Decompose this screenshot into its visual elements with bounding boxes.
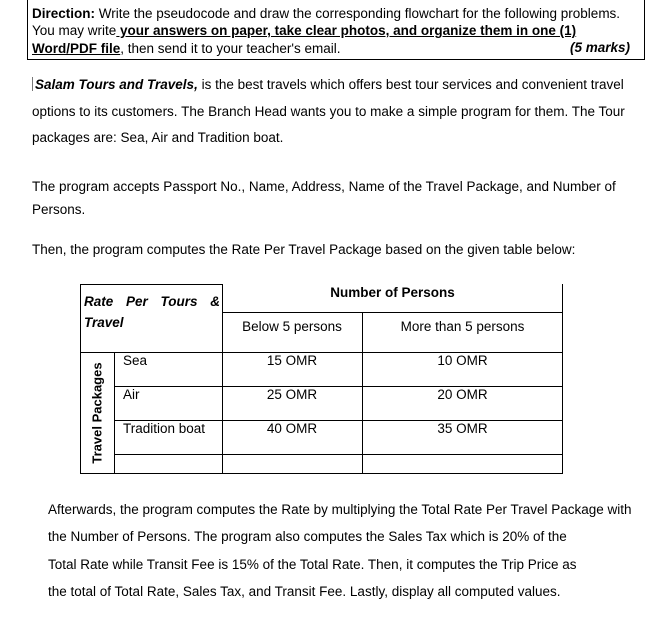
paragraph-2-line-2: Persons. (32, 202, 86, 217)
paragraph-4-line-1: Afterwards, the program computes the Rate by multiplying the Total Rate Per Travel Package with (48, 502, 632, 517)
paragraph-4-line-4: the total of Total Rate, Sales Tax, and Transit Fee. Lastly, display all computed values. (48, 584, 561, 599)
direction-text-2: You may write (32, 23, 117, 38)
word-pdf-file-text: Word/PDF file (32, 41, 121, 56)
corner-word-travel: Travel (84, 315, 124, 330)
col-header-below-5: Below 5 persons (242, 319, 342, 334)
rate-per-tours-travel-label (84, 291, 220, 333)
row-air-more: 20 OMR (437, 387, 488, 402)
direction-text-3: , then send it to your teacher's email. (120, 41, 341, 56)
travel-packages-cell (80, 352, 114, 474)
paragraph-4-line-3: Total Rate while Transit Fee is 15% of the Total Rate. Then, it computes the Trip Price as (48, 557, 577, 572)
paragraph-1-line-1 (32, 77, 624, 92)
row-air-package: Air (123, 387, 140, 402)
paragraph-4-line-2: the Number of Persons. The program also computes the Sales Tax which is 20% of the (48, 529, 567, 544)
row-air-below: 25 OMR (266, 387, 318, 402)
direction-line-2 (32, 22, 576, 39)
paragraph-2-line-1: The program accepts Passport No., Name, Address, Name of the Travel Package, and Number of (32, 179, 616, 194)
paragraph-1-line-3: packages are: Sea, Air and Tradition boat. (32, 130, 284, 145)
corner-word-tours: Tours (160, 294, 198, 309)
direction-label: Direction: (32, 6, 96, 21)
row-boat-package: Tradition boat (123, 421, 206, 436)
corner-word-per: Per (126, 294, 148, 309)
direction-text-1: Write the pseudocode and draw the corresponding flowchart for the following problems. (95, 6, 621, 21)
row-sea-below: 15 OMR (266, 353, 318, 368)
marks-label: (5 marks) (569, 40, 630, 55)
row-sea-more: 10 OMR (437, 353, 488, 368)
travel-packages-label: Travel Packages (89, 362, 105, 464)
corner-word-rate: Rate (84, 294, 114, 309)
text-cursor (32, 77, 33, 91)
row-sea-package: Sea (123, 353, 148, 368)
row-boat-more: 35 OMR (437, 421, 488, 436)
paragraph-3-line-1: Then, the program computes the Rate Per Travel Package based on the given table below: (32, 242, 576, 257)
group-header-label: Number of Persons (330, 285, 455, 300)
direction-line-3 (32, 40, 340, 57)
corner-word-and: & (210, 294, 220, 309)
paragraph-1-line-2: options to its customers. The Branch Head wants you to make a simple program for them. The Tour (32, 104, 625, 119)
direction-underlined-text: your answers on paper, take clear photos, and organize them in one (1) (116, 23, 577, 38)
direction-line-1 (32, 5, 620, 22)
col-header-more-than-5: More than 5 persons (400, 319, 525, 334)
company-name: Salam Tours and Travels, (35, 77, 198, 92)
paragraph-1-text: is the best travels which offers best tour services and convenient travel (197, 77, 624, 92)
row-boat-below: 40 OMR (266, 421, 318, 436)
